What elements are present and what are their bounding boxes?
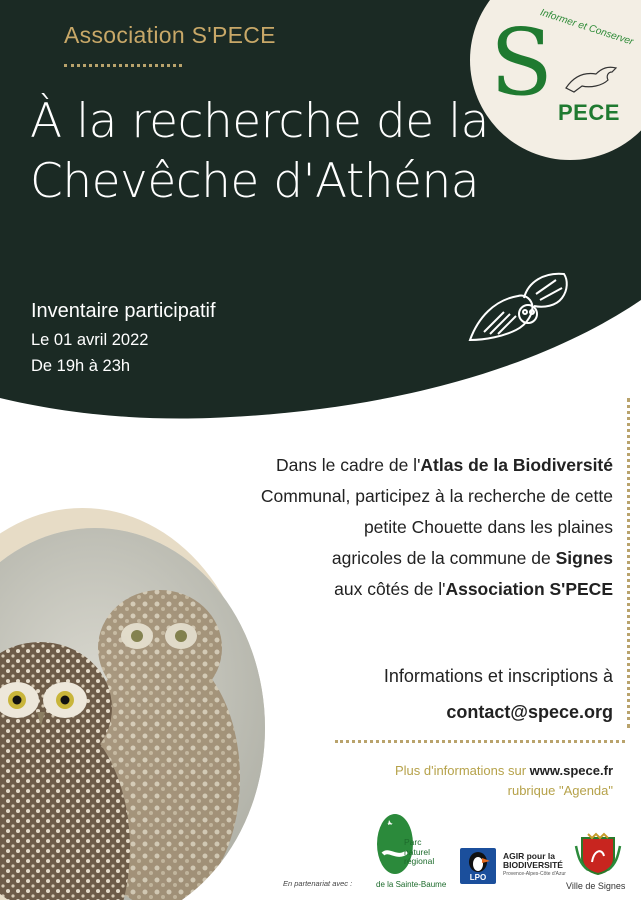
logo-tagline: Informer et Conserver (538, 7, 635, 48)
association-name: Association S'PECE (64, 22, 276, 48)
pnr-name: de la Sainte-Baume (376, 880, 447, 889)
description-line: Communal, participez à la recherche de cette (260, 486, 613, 506)
atlas-emphasis: Atlas de la Biodiversité (420, 455, 613, 475)
text-span: agricoles de la commune de (331, 548, 556, 568)
page-title (30, 92, 500, 212)
website-link[interactable]: www.spece.fr (529, 763, 613, 778)
agir-region: Provence-Alpes-Côte d'Azur (503, 871, 566, 877)
title-line-2: Chevêche d'Athéna (30, 154, 480, 209)
text-span: aux côtés de l' (334, 579, 446, 599)
agir-line: AGIR pour la (503, 851, 555, 861)
text-span: Dans le cadre de l' (276, 455, 421, 475)
partner-label: En partenariat avec : (283, 879, 353, 888)
fox-icon (562, 58, 622, 98)
commune-emphasis: Signes (555, 548, 613, 568)
title-line-1: À la recherche de la (30, 94, 489, 149)
ville-de-signes: Ville de Signes (566, 881, 626, 891)
owl-photo (0, 528, 265, 900)
event-subtitle: Inventaire participatif (31, 300, 216, 322)
agenda-rubrique: rubrique "Agenda" (507, 783, 613, 798)
vertical-dotted-divider (627, 398, 630, 728)
dotted-divider (64, 64, 182, 67)
association-emphasis: Association S'PECE (445, 579, 613, 599)
flying-owl-icon (464, 268, 576, 346)
contact-email[interactable]: contact@spece.org (446, 702, 613, 722)
pnr-line: naturel (404, 846, 430, 857)
logo-letter: S (490, 9, 554, 116)
logo-text: PECE (558, 100, 620, 125)
dotted-divider (335, 740, 625, 743)
more-info-label: Plus d'informations sur (394, 763, 530, 778)
pnr-line: régional (404, 856, 435, 866)
signes-crest-icon (574, 832, 622, 876)
agir-biodiversite-logo (503, 852, 566, 879)
puffin-icon (460, 848, 496, 874)
lpo-logo (460, 848, 496, 884)
pnr-label (404, 838, 434, 867)
info-label: Informations et inscriptions à (383, 666, 613, 686)
lpo-text: LPO (469, 873, 487, 882)
pnr-line: Parc (404, 837, 422, 847)
more-info (395, 763, 613, 778)
event-time: De 19h à 23h (31, 357, 131, 375)
description-line (143, 450, 613, 481)
event-date: Le 01 avril 2022 (31, 331, 149, 349)
description-line: petite Chouette dans les plaines (363, 517, 613, 537)
agir-line: BIODIVERSITÉ (503, 860, 563, 870)
